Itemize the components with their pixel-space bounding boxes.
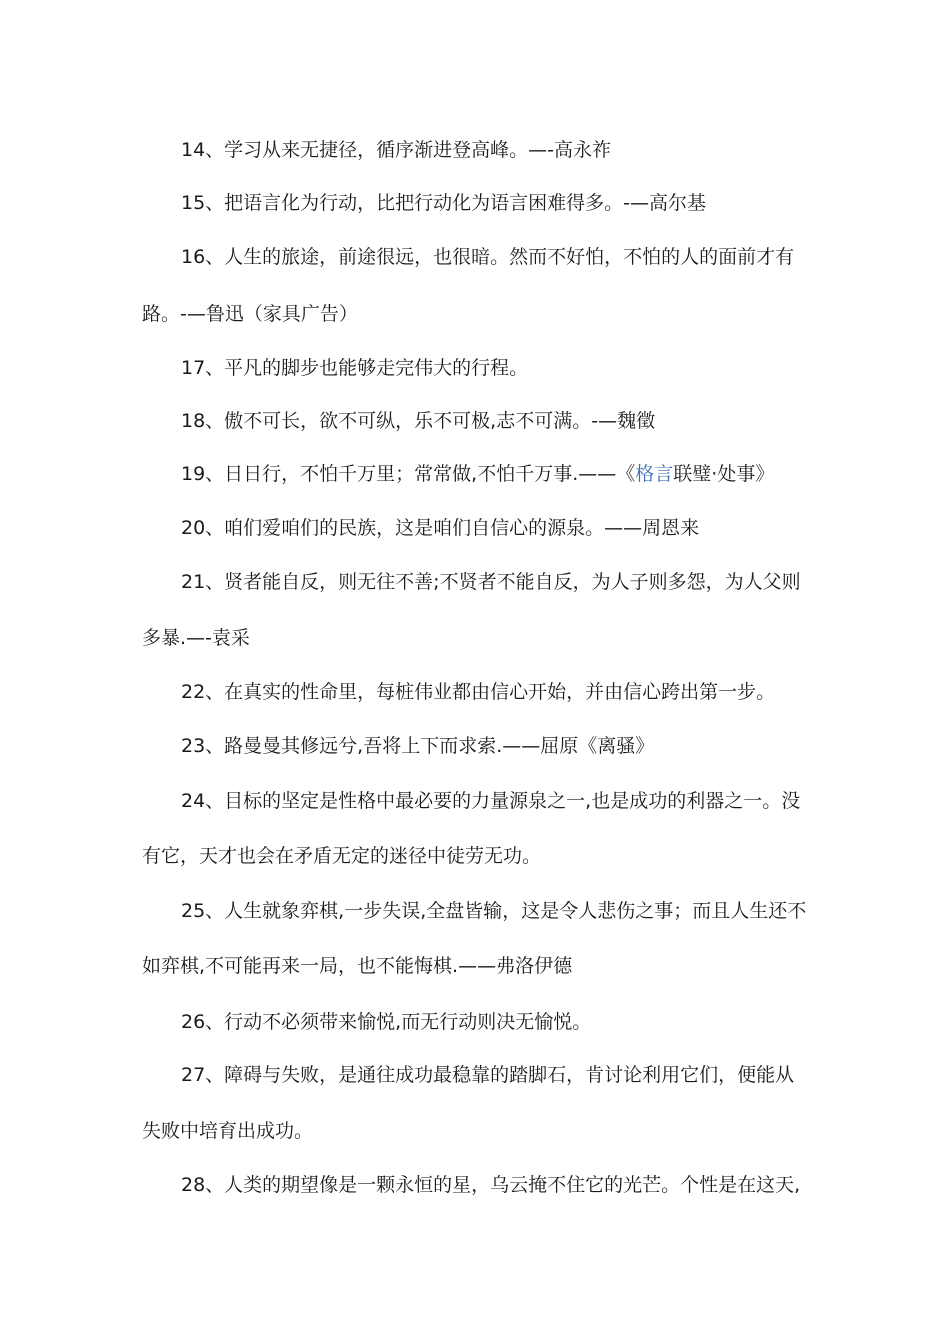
quote-19-text-before: 19、日日行，不怕千万里；常常做,不怕千万事.——《 — [181, 463, 636, 485]
quote-18: 18、傲不可长，欲不可纵，乐不可极,志不可满。-—魏徵 — [181, 410, 656, 432]
quote-22: 22、在真实的性命里，每桩伟业都由信心开始，并由信心跨出第一步。 — [181, 681, 776, 703]
quote-14: 14、学习从来无捷径，循序渐进登高峰。—-高永祚 — [181, 139, 612, 161]
quote-15: 15、把语言化为行动，比把行动化为语言困难得多。-—高尔基 — [181, 192, 707, 214]
quote-25-line-1: 25、人生就象弈棋,一步失误,全盘皆输，这是令人悲伤之事；而且人生还不 — [181, 900, 807, 922]
quote-26: 26、行动不必须带来愉悦,而无行动则决无愉悦。 — [181, 1011, 592, 1033]
quote-23: 23、路曼曼其修远兮,吾将上下而求索.——屈原《离骚》 — [181, 735, 655, 757]
quote-27-line-2: 失败中培育出成功。 — [142, 1120, 314, 1142]
quote-17: 17、平凡的脚步也能够走完伟大的行程。 — [181, 357, 529, 379]
quote-16-line-2: 路。-—鲁迅（家具广告） — [142, 303, 358, 325]
quote-24-line-2: 有它，天才也会在矛盾无定的迷径中徒劳无功。 — [142, 845, 542, 867]
quote-24-line-1: 24、目标的坚定是性格中最必要的力量源泉之一,也是成功的利器之一。没 — [181, 790, 801, 812]
quote-21-line-2: 多暴.—-袁采 — [142, 627, 250, 649]
quote-19-link[interactable]: 格言 — [635, 463, 674, 485]
quote-19 — [181, 458, 821, 490]
quote-21-line-1: 21、贤者能自反，则无往不善;不贤者不能自反，为人子则多怨，为人父则 — [181, 571, 801, 593]
quote-28-line-1: 28、人类的期望像是一颗永恒的星，乌云掩不住它的光芒。个性是在这天, — [181, 1174, 801, 1196]
quote-20: 20、咱们爱咱们的民族，这是咱们自信心的源泉。——周恩来 — [181, 517, 700, 539]
quote-27-line-1: 27、障碍与失败，是通往成功最稳靠的踏脚石，肯讨论利用它们，便能从 — [181, 1064, 795, 1086]
quote-19-text-after: 联璧·处事》 — [673, 463, 775, 485]
quote-25-line-2: 如弈棋,不可能再来一局，也不能悔棋.——弗洛伊德 — [142, 955, 573, 977]
quote-16-line-1: 16、人生的旅途，前途很远，也很暗。然而不好怕，不怕的人的面前才有 — [181, 246, 795, 268]
